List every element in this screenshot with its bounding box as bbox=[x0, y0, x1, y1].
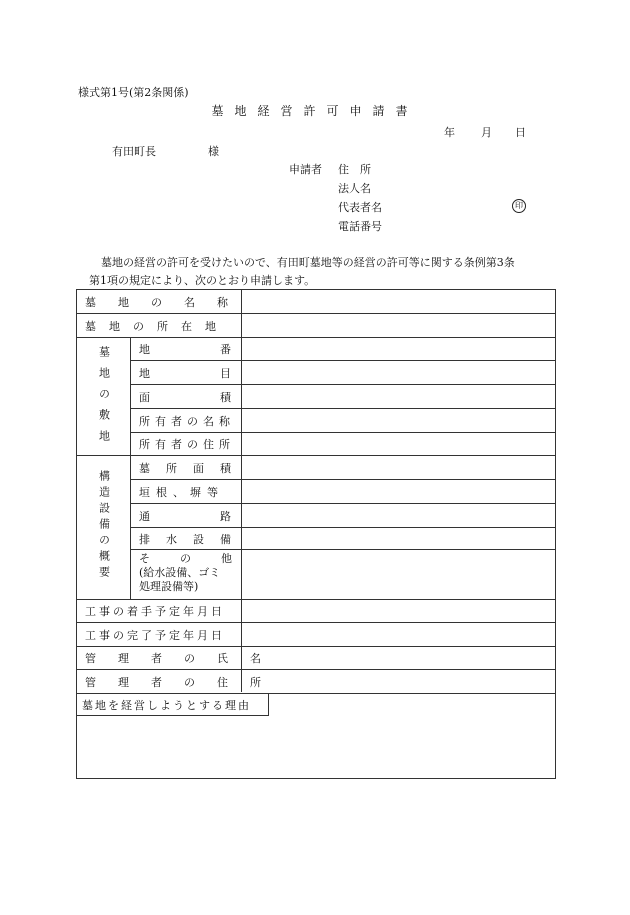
site-group-label bbox=[77, 346, 130, 451]
honorific: 様 bbox=[208, 145, 219, 158]
applicant-phone-label: 電話番号 bbox=[338, 220, 382, 233]
label-text: 排水設備 bbox=[139, 533, 247, 546]
reason-label-box bbox=[77, 694, 269, 716]
label-text: 所有者の名称 bbox=[139, 415, 235, 428]
label-reason bbox=[82, 694, 251, 716]
label-text: 墓地の所在地 bbox=[85, 320, 229, 333]
intro-line-2: 第1項の規定により、次のとおり申請します。 bbox=[89, 274, 316, 287]
label-text: 管理者の氏名 bbox=[85, 652, 283, 665]
label-text: 地目 bbox=[139, 367, 301, 380]
intro-line-1: 墓地の経営の許可を受けたいので、有田町墓地等の経営の許可等に関する条例第3条 bbox=[101, 256, 515, 269]
label-note: (給水設備、ゴミ bbox=[139, 566, 221, 579]
applicant-rep-label: 代表者名 bbox=[338, 201, 382, 214]
application-table bbox=[76, 289, 556, 779]
date-month-label: 月 bbox=[481, 126, 492, 139]
form-number: 様式第1号(第2条関係) bbox=[78, 86, 189, 99]
structure-group-text: 構造設備の概要 bbox=[97, 470, 111, 582]
label-text: 管理者の住所 bbox=[85, 676, 283, 689]
label-owner-name bbox=[139, 409, 235, 433]
label-area bbox=[139, 385, 301, 409]
label-text: 通路 bbox=[139, 510, 301, 523]
label-fence bbox=[139, 480, 235, 504]
label-text: その他 bbox=[139, 552, 262, 565]
label-owner-address bbox=[139, 432, 235, 456]
label-text: 工事の完了予定年月日 bbox=[85, 629, 225, 642]
label-text: 地番 bbox=[139, 343, 301, 356]
label-plot-area bbox=[139, 456, 247, 480]
label-drainage bbox=[139, 528, 247, 550]
label-cemetery-name bbox=[85, 290, 250, 314]
seal-mark: 印 bbox=[512, 199, 526, 213]
label-text: 工事の着手予定年月日 bbox=[85, 605, 225, 618]
applicant-label: 申請者 bbox=[289, 163, 322, 176]
label-start-date bbox=[85, 599, 235, 623]
label-text: 面積 bbox=[139, 391, 301, 404]
site-group-text: 墓地の敷地 bbox=[97, 346, 111, 451]
date-day-label: 日 bbox=[515, 126, 526, 139]
structure-group-label bbox=[77, 470, 130, 590]
label-lot-number bbox=[139, 337, 301, 361]
date-year-label: 年 bbox=[444, 126, 455, 139]
label-passage bbox=[139, 504, 301, 528]
label-text: 垣根、塀等 bbox=[139, 486, 224, 499]
label-other bbox=[139, 552, 262, 594]
applicant-corp-label: 法人名 bbox=[338, 182, 371, 195]
label-land-category bbox=[139, 361, 301, 385]
label-note: 処理設備等) bbox=[139, 580, 199, 593]
applicant-address-label: 住 所 bbox=[338, 163, 371, 176]
intro-text bbox=[89, 254, 559, 290]
label-cemetery-location bbox=[85, 314, 235, 338]
label-manager-address bbox=[85, 670, 283, 694]
label-text: 所有者の住所 bbox=[139, 438, 235, 451]
label-manager-name bbox=[85, 646, 283, 670]
addressee: 有田町長 bbox=[112, 145, 156, 158]
form-title: 墓地経営許可申請書 bbox=[211, 104, 419, 118]
label-text: 墓地の名称 bbox=[85, 296, 250, 309]
label-end-date bbox=[85, 623, 235, 647]
label-text: 墓地を経営しようとする理由 bbox=[82, 699, 251, 712]
label-text: 墓所面積 bbox=[139, 462, 247, 475]
